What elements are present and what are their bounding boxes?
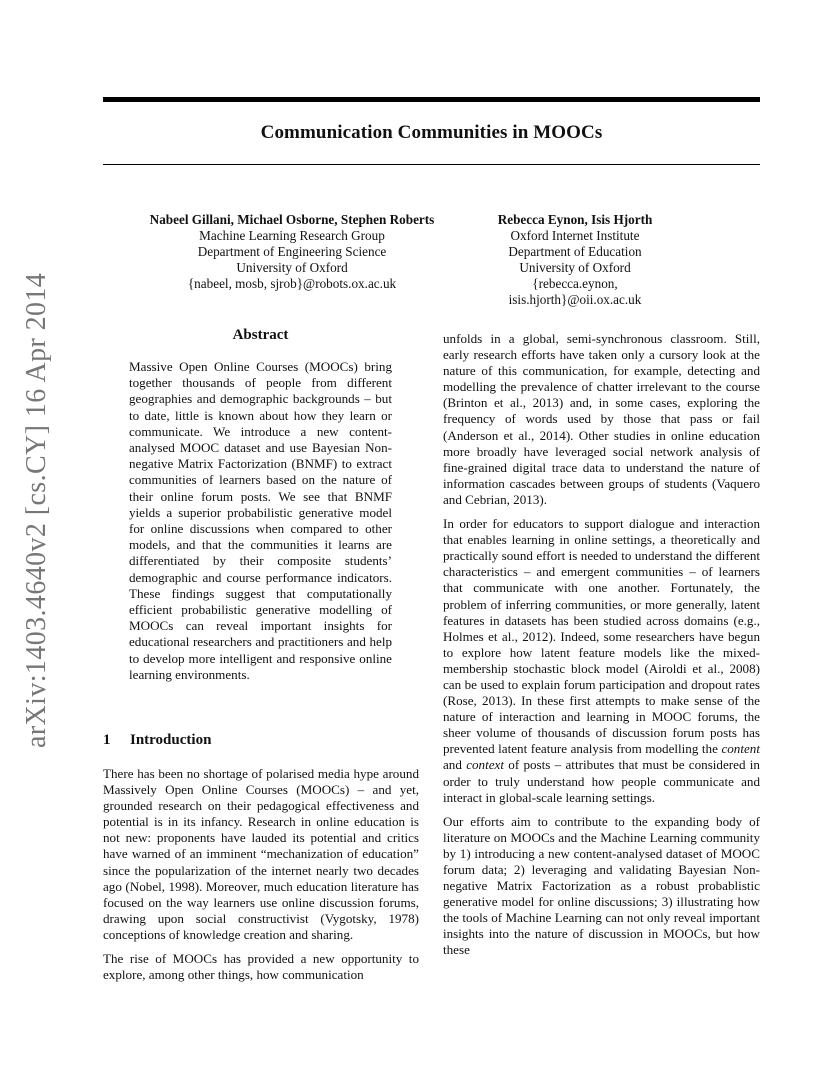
abstract-heading: Abstract xyxy=(232,327,289,343)
text-run: In order for educators to support dialogue and interaction that enables learning in online settings, a theoretically and practically sound effort is needed to understand the different characteristics – and emergent communities – of learners that communicate with one another. Fortunately, the problem of inferring communities, or more generally, latent features in datasets has been studied across domains (e.g., Holmes et al., 2012). Indeed, some researchers have begun to explore how latent feature models like the mixed-membership stochastic block model (Airoldi et al., 2008) can be used to explain forum participation and dropout rates (Rose, 2013). In these first attempts to make sense of the nature of interaction and learning in MOOC forums, the sheer volume of thousands of discussion forum posts has prevented latent feature analysis from modelling the xyxy=(443,516,760,757)
paragraph: Our efforts aim to contribute to the expanding body of literature on MOOCs and the Machine Learning community by 1) introducing a new content-analysed dataset of MOOC forum data; 2) leveraging and validating Bayesian Non-negative Matrix Factorization as a robust probablistic generative model for online discussions; 3) illustrating how the tools of Machine Learning can not only reveal important insights into the nature of discussion in MOOCs, but how these xyxy=(443,813,760,958)
author-university: University of Oxford xyxy=(519,260,631,275)
author-block-oxford-internet-institute xyxy=(477,212,673,308)
paper-title: Communication Communities in MOOCs xyxy=(260,122,603,143)
author-names: Rebecca Eynon, Isis Hjorth xyxy=(497,212,653,227)
author-group: Machine Learning Research Group xyxy=(199,228,385,243)
paragraph xyxy=(443,516,760,806)
text-run: and xyxy=(443,757,462,773)
author-email: {rebecca.eynon, isis.hjorth}@oii.ox.ac.uk xyxy=(508,276,642,307)
section-heading-introduction xyxy=(103,732,211,749)
right-column-text xyxy=(443,331,760,967)
author-email: {nabeel, mosb, sjrob}@robots.ox.ac.uk xyxy=(187,276,397,291)
author-department: Department of Education xyxy=(508,244,642,259)
emphasis-context: context xyxy=(466,757,504,773)
author-university: University of Oxford xyxy=(236,260,348,275)
section-title: Introduction xyxy=(130,732,212,748)
paragraph: There has been no shortage of polarised media hype around Massively Open Online Courses (MOOCs) – and yet, grounded research on their pedagogical effectiveness and potential is in its infancy. Research in online education is not new: proponents have lauded its potential and critics have warned of an imminent “mechanization of education” since the popularization of the internet nearly two decades ago (Nobel, 1998). Moreover, much education literature has focused on the way learners use online discussion forums, drawing upon social constructivist (Vygotsky, 1978) conceptions of knowledge creation and sharing. xyxy=(103,766,419,942)
paragraph: unfolds in a global, semi-synchronous classroom. Still, early research efforts have taken only a cursory look at the nature of this communication, for example, detecting and modelling the prevalence of chatter irrelevant to the course (Brinton et al., 2013) and, in some cases, exploring the frequency of words used by those that pass or fail (Anderson et al., 2014). Other studies in online education more broadly have leveraged social network analysis of fine-grained digital trace data to understand the nature of information cascades between groups of students (Vaquero and Cebrian, 2013). xyxy=(443,331,760,507)
author-names: Nabeel Gillani, Michael Osborne, Stephen Roberts xyxy=(149,212,435,227)
left-column-text xyxy=(103,766,419,991)
author-department: Department of Engineering Science xyxy=(197,244,387,259)
title-bottom-rule xyxy=(103,164,760,165)
emphasis-content: content xyxy=(721,741,760,757)
author-block-oxford-engineering xyxy=(114,212,470,292)
paragraph: The rise of MOOCs has provided a new opportunity to explore, among other things, how communication xyxy=(103,951,419,983)
title-top-rule xyxy=(103,97,760,102)
abstract-body: Massive Open Online Courses (MOOCs) bring together thousands of people from different geographies and demographic backgrounds – but to date, little is known about how they learn or communicate. We introduce a new content-analysed MOOC dataset and use Bayesian Non-negative Matrix Factorization (BNMF) to extract communities of learners based on the nature of their online forum posts. We see that BNMF yields a superior probabilistic generative model for online discussions when compared to other models, and that the communities it learns are differentiated by their composite students’ demographic and course performance indicators. These findings suggest that computationally efficient probabilistic generative modelling of MOOCs can reveal important insights for educational researchers and practitioners and help to develop more intelligent and responsive online learning environments. xyxy=(129,359,392,682)
section-number: 1 xyxy=(103,732,111,748)
author-group: Oxford Internet Institute xyxy=(510,228,640,243)
text-run: of posts – attributes that must be considered in order to truly understand how people communicate and interact in global-scale learning settings. xyxy=(443,757,760,805)
arxiv-identifier: arXiv:1403.4640v2 [cs.CY] 16 Apr 2014 xyxy=(21,272,52,748)
